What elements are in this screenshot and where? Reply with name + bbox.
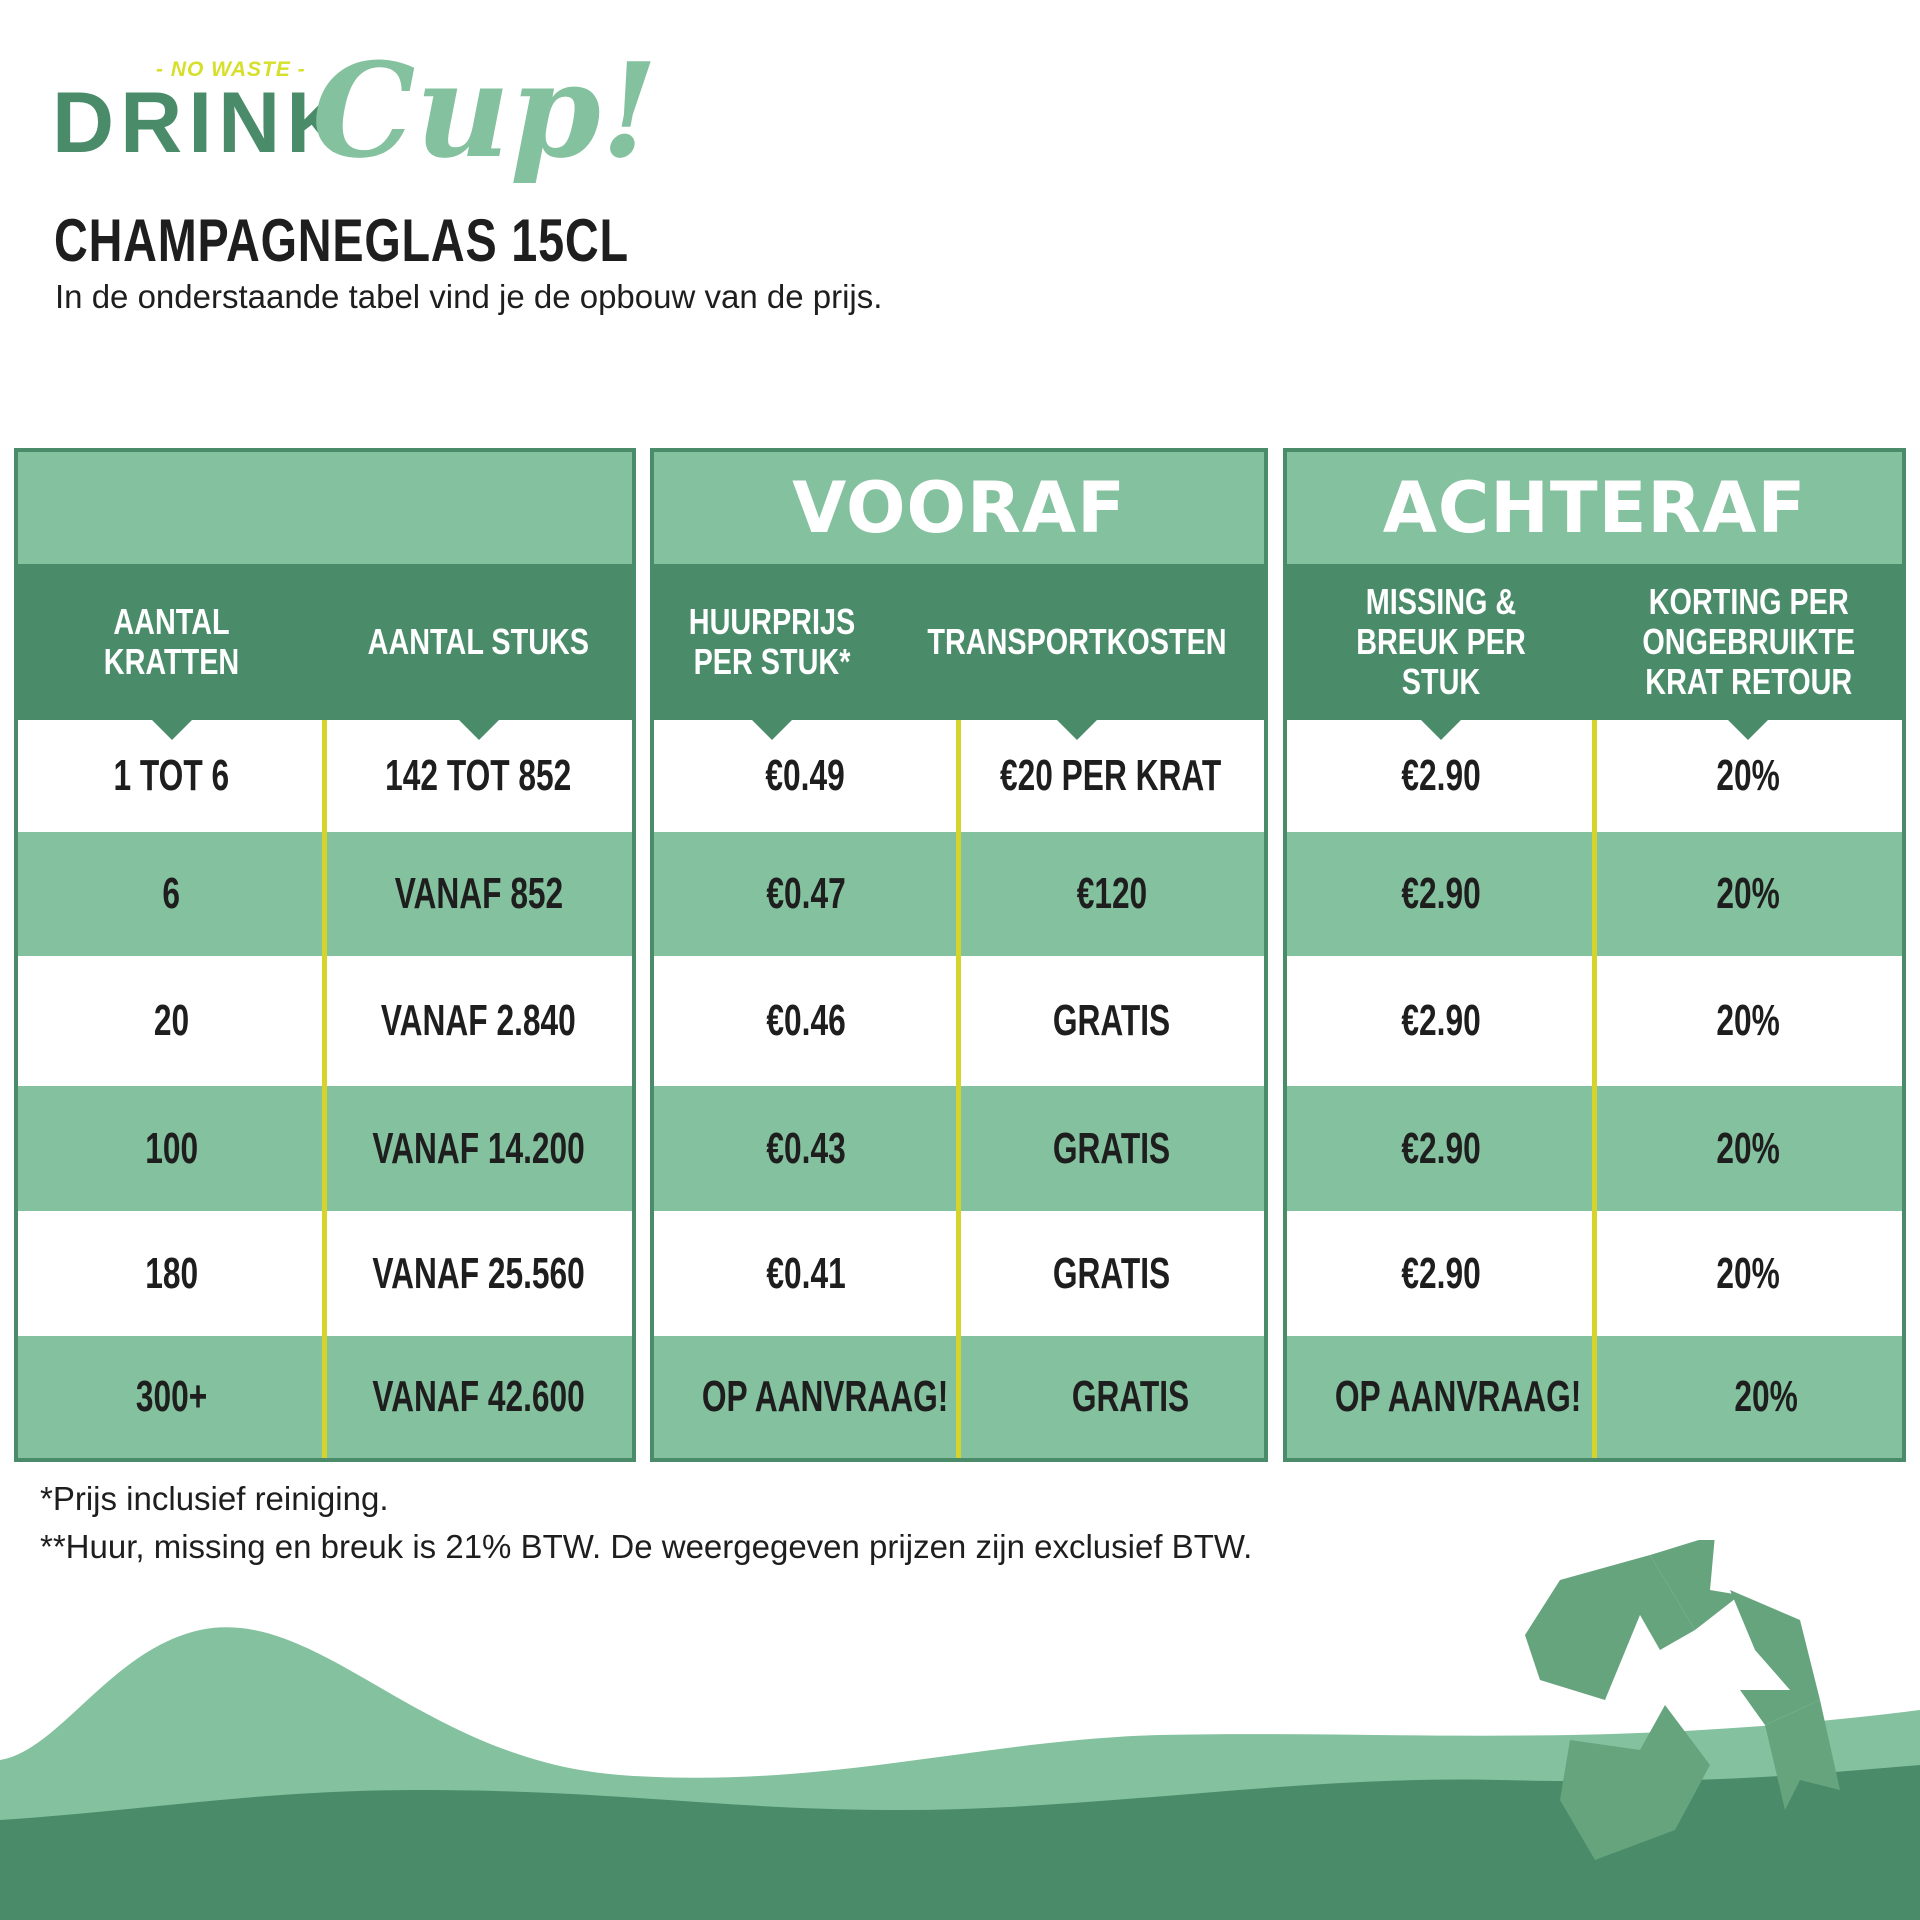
table-cell: 20%	[1716, 996, 1780, 1045]
quantity-panel	[14, 448, 636, 1462]
table-cell: €0.47	[766, 869, 847, 918]
footnote-cleaning: *Prijs inclusief reiniging.	[40, 1480, 389, 1517]
table-cell: 300+	[135, 1372, 208, 1421]
drinkcup-logo	[52, 34, 658, 200]
table-cell: €0.46	[766, 996, 847, 1045]
table-cell: GRATIS	[1071, 1372, 1189, 1421]
table-cell: 100	[145, 1123, 198, 1173]
column-divider	[956, 720, 961, 1458]
footnote-vat: **Huur, missing en breuk is 21% BTW. De weergegeven prijzen zijn exclusief BTW.	[40, 1528, 1253, 1565]
table-cell: 20	[153, 996, 190, 1045]
column-header-missing-breuk: MISSING & BREUK PER STUK	[1287, 564, 1595, 720]
panel-title-achteraf: ACHTERAF	[1382, 467, 1807, 549]
table-cell: 20%	[1716, 869, 1780, 918]
column-divider	[1592, 720, 1597, 1458]
vooraf-panel	[650, 448, 1268, 1462]
table-cell: €20 PER KRAT	[999, 751, 1221, 800]
table-cell: €2.90	[1401, 1248, 1481, 1298]
page-subtitle: In de onderstaande tabel vind je de opbouw van de prijs.	[55, 278, 883, 315]
panel-title-vooraf: VOORAF	[792, 467, 1126, 549]
table-cell: 20%	[1716, 1123, 1780, 1173]
table-cell: €0.49	[765, 751, 845, 800]
column-divider	[322, 720, 327, 1458]
page-title: CHAMPAGNEGLAS 15CL	[54, 207, 629, 274]
logo-word-drink: DRINK	[52, 75, 355, 171]
column-headers	[18, 564, 632, 720]
column-header-huurprijs: HUURPRIJS PER STUK*	[654, 564, 890, 720]
table-cell: 20%	[1716, 751, 1780, 800]
table-cell: 6	[162, 869, 181, 918]
column-header-korting: KORTING PER ONGEBRUIKTE KRAT RETOUR	[1595, 564, 1903, 720]
table-cell: 180	[145, 1248, 198, 1298]
logo-tagline: - NO WASTE -	[156, 58, 306, 81]
table-cell: VANAF 14.200	[372, 1123, 585, 1173]
table-cell: GRATIS	[1052, 1248, 1171, 1298]
column-headers	[1287, 564, 1902, 720]
table-cell: 20%	[1733, 1372, 1798, 1421]
column-header-transportkosten: TRANSPORTKOSTEN	[890, 564, 1264, 720]
table-cell: VANAF 25.560	[372, 1248, 585, 1298]
table-cell: 20%	[1716, 1248, 1780, 1298]
table-cell: OP AANVRAAG!	[701, 1372, 949, 1421]
achteraf-panel	[1283, 448, 1906, 1462]
table-cell: VANAF 852	[394, 869, 563, 918]
table-cell: 1 TOT 6	[113, 751, 230, 800]
panel-header	[1287, 452, 1902, 564]
table-cell: VANAF 42.600	[372, 1372, 585, 1421]
column-header-aantal-stuks: AANTAL STUKS	[325, 564, 632, 720]
table-cell: VANAF 2.840	[381, 996, 576, 1045]
table-cell: €2.90	[1401, 996, 1481, 1045]
table-cell: €0.41	[766, 1248, 847, 1298]
table-cell: €2.90	[1401, 751, 1481, 800]
table-cell: €120	[1076, 869, 1147, 918]
column-headers	[654, 564, 1264, 720]
logo-word-cup: Cup!	[312, 34, 658, 187]
table-cell: GRATIS	[1052, 1123, 1171, 1173]
table-cell: €2.90	[1401, 1123, 1481, 1173]
table-cell: 142 TOT 852	[385, 751, 572, 800]
table-cell: €2.90	[1401, 869, 1481, 918]
column-header-aantal-kratten: AANTAL KRATTEN	[18, 564, 325, 720]
recycle-icon	[1500, 1540, 1850, 1890]
panel-header	[18, 452, 632, 564]
table-cell: OP AANVRAAG!	[1334, 1372, 1582, 1421]
table-cell: €0.43	[766, 1123, 847, 1173]
panel-header	[654, 452, 1264, 564]
table-cell: GRATIS	[1052, 996, 1171, 1045]
